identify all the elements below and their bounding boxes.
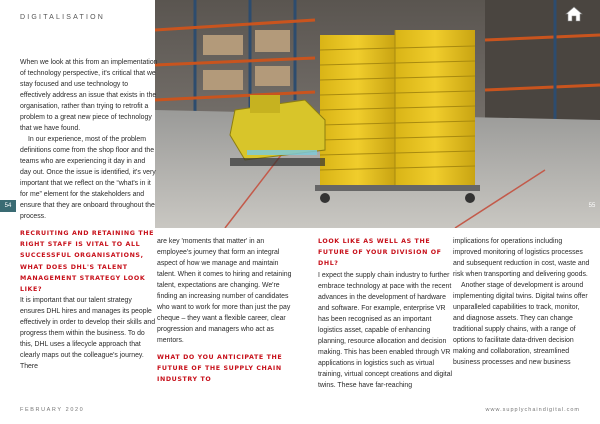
home-icon[interactable]: [565, 6, 583, 22]
footer-date: FEBRUARY 2020: [20, 407, 85, 413]
page-number-right: 55: [588, 203, 596, 209]
paragraph: Another stage of development is around implementing digital twins. Digital twins offer unparalleled capabilities to track, monitor, and diagnose assets. They can change traditional supply chains, with a range of options to facilitate data-driven decision making and collaboration, streamlined business processes and new business: [453, 282, 588, 366]
section-heading: WHAT DO YOU ANTICIPATE THE FUTURE OF THE SUPPLY CHAIN INDUSTRY TO: [157, 354, 283, 384]
paragraph: implications for operations including improved monitoring of logistics processes and subsequent reduction in cost, waste and risk when transporting and delivering goods.: [453, 238, 590, 278]
warehouse-illustration: [155, 0, 600, 228]
section-label: DIGITALISATION: [20, 14, 105, 21]
column-2: [157, 236, 295, 386]
page-number-left: 54: [0, 200, 16, 212]
column-1: [20, 57, 158, 372]
column-3: [318, 236, 456, 391]
warehouse-photo: [155, 0, 600, 228]
paragraph: When we look at this from an implementation of technology perspective, it's critical that we stay focused and use technology to effectively address an issue that exists in the organisation, rather than trying to retrofit a problem to a great new piece of technology that we have found.: [20, 59, 158, 132]
section-heading: RECRUITING AND RETAINING THE RIGHT STAFF IS VITAL TO ALL SUCCESSFUL ORGANISATIONS, WHAT DOES DHL'S TALENT MANAGEMENT STRATEGY LOOK LIKE?: [20, 230, 154, 294]
paragraph: I expect the supply chain industry to further embrace technology at pace with the recent advances in the development of hardware and software. For example, enterprise VR has been recognised as an important logistics asset, capable of enhancing planning, resource allocation and decision making. This has been enabled through VR applications in logistics such as virtual training, virtual concept creations and digital twins. These have far-reaching: [318, 271, 453, 389]
footer-url-link[interactable]: www.supplychaindigital.com: [485, 407, 580, 413]
paragraph: It is important that our talent strategy ensures DHL hires and manages its people effectively in order to develop their skills and progress them within the business. To do this, DHL uses a lifecycle approach that clearly maps out the colleague's journey. There: [20, 297, 156, 371]
paragraph: In our experience, most of the problem definitions come from the shop floor and the teams who are experiencing it day in and day out. Once the issue is identified, it's very important that we reflect on the “what's in it for me” element for the stakeholders and ensure that they are onboard throughout the process.: [20, 136, 156, 220]
column-4: [453, 236, 591, 368]
paragraph: are key 'moments that matter' in an employee's journey that form an integral aspect of how we manage and maintain talent. When it comes to hiring and retaining talent, expectations are changing. We're finding an increasing number of candidates who want to work for more than just the pay cheque – they want a flexible career, clear progression and managers who act as mentors.: [157, 238, 292, 344]
section-heading: LOOK LIKE AS WELL AS THE FUTURE OF YOUR DIVISION OF DHL?: [318, 238, 442, 268]
